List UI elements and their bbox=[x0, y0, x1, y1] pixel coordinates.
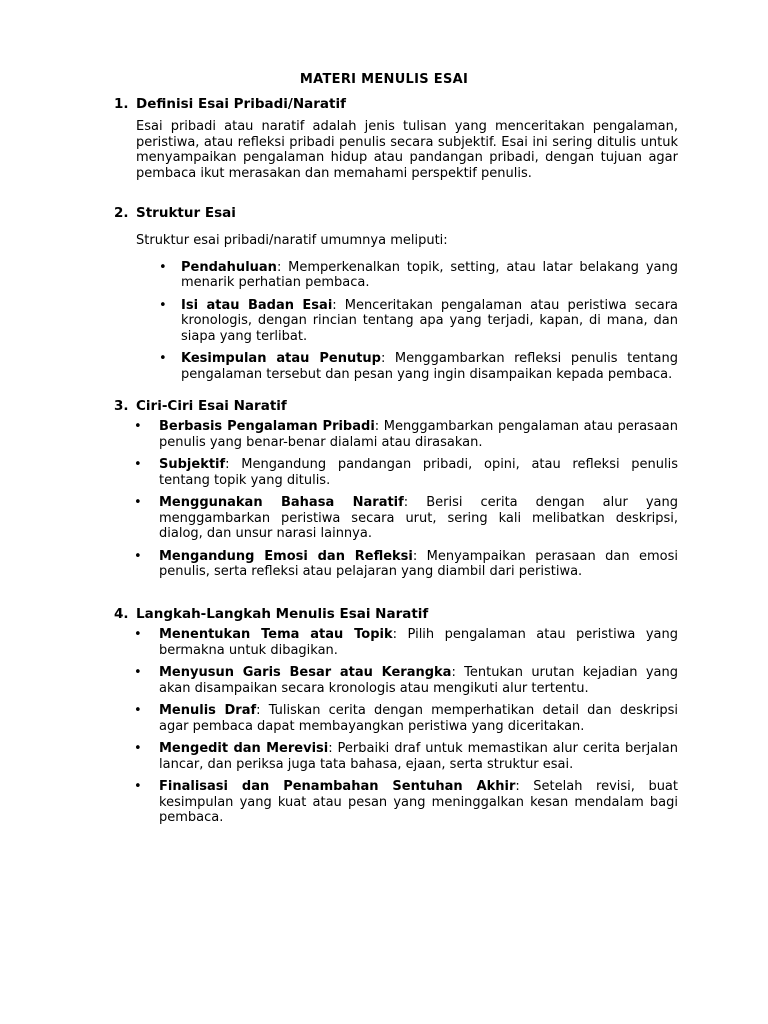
section-heading-text: Ciri-Ciri Esai Naratif bbox=[136, 398, 287, 414]
item-text: : Pilih pengalaman atau peristiwa yang bermakna untuk dibagikan. bbox=[159, 627, 678, 658]
item-term: Mengandung Emosi dan Refleksi bbox=[159, 548, 413, 564]
list-item bbox=[159, 351, 678, 382]
item-term: Mengedit dan Merevisi bbox=[159, 741, 329, 756]
bullet-icon: • bbox=[159, 351, 167, 366]
bullet-icon: • bbox=[159, 259, 167, 275]
section-heading-text: Definisi Esai Pribadi/Naratif bbox=[136, 96, 346, 112]
document-title: MATERI MENULIS ESAI bbox=[299, 72, 469, 87]
bullet-icon: • bbox=[134, 741, 142, 756]
item-text: : Menyampaikan perasaan dan emosi penulis, serta refleksi atau pelajaran yang diambil dari peristiwa. bbox=[159, 548, 678, 579]
section-number: 1. bbox=[114, 96, 129, 112]
section-number: 3. bbox=[114, 398, 129, 414]
item-text: : Menggambarkan pengalaman atau perasaan penulis yang benar-benar dialami atau dirasakan. bbox=[159, 419, 678, 450]
item-text: : Setelah revisi, buat kesimpulan yang kuat atau pesan yang meninggalkan kesan mendalam bagi pembaca. bbox=[159, 779, 678, 825]
section-heading bbox=[114, 604, 678, 624]
section-heading bbox=[114, 396, 678, 416]
section-number: 2. bbox=[114, 205, 129, 221]
item-term: Berbasis Pengalaman Pribadi bbox=[159, 419, 375, 434]
bullet-icon: • bbox=[134, 779, 142, 794]
list-item bbox=[159, 259, 678, 291]
list-item bbox=[134, 495, 678, 542]
item-text: : Perbaiki draf untuk memastikan alur cerita berjalan lancar, dan periksa juga tata bahasa, ejaan, serta struktur esai. bbox=[159, 741, 678, 772]
item-term: Menulis Draf bbox=[159, 703, 257, 718]
item-term: Menggunakan Bahasa Naratif bbox=[159, 495, 404, 510]
item-term: Kesimpulan atau Penutup bbox=[181, 351, 381, 366]
section-paragraph: Esai pribadi atau naratif adalah jenis tulisan yang menceritakan pengalaman, peristiwa, atau refleksi pribadi penulis secara subjektif. Esai ini sering ditulis untuk menyampaikan pengalaman hidup atau pandangan pribadi, dengan tujuan agar pembaca ikut merasakan dan memahami perspektif penulis. bbox=[136, 119, 678, 181]
list-item bbox=[134, 627, 678, 658]
section-heading-text: Struktur Esai bbox=[136, 205, 236, 221]
section-paragraph: Struktur esai pribadi/naratif umumnya meliputi: bbox=[136, 233, 448, 248]
bullet-icon: • bbox=[159, 297, 167, 313]
steps-list bbox=[114, 627, 678, 826]
characteristics-list bbox=[114, 419, 678, 580]
section-number: 4. bbox=[114, 606, 129, 622]
item-text: : Menggambarkan refleksi penulis tentang pengalaman tersebut dan pesan yang ingin disampaikan kepada pembaca. bbox=[181, 351, 678, 382]
bullet-icon: • bbox=[134, 665, 142, 680]
list-item bbox=[134, 703, 678, 734]
item-term: Menyusun Garis Besar atau Kerangka bbox=[159, 665, 452, 680]
bullet-icon: • bbox=[134, 548, 142, 564]
list-item bbox=[134, 741, 678, 772]
list-item bbox=[134, 457, 678, 488]
section-ciri-ciri bbox=[114, 396, 678, 587]
item-term: Finalisasi dan Penambahan Sentuhan Akhir bbox=[159, 779, 516, 794]
bullet-icon: • bbox=[134, 457, 142, 472]
section-langkah bbox=[114, 604, 678, 833]
bullet-icon: • bbox=[134, 627, 142, 642]
item-text: : Menceritakan pengalaman atau peristiwa secara kronologis, dengan rincian tentang apa yang terjadi, kapan, di mana, dan siapa yang terlibat. bbox=[181, 297, 679, 344]
item-term: Isi atau Badan Esai bbox=[181, 297, 333, 313]
section-definisi bbox=[114, 94, 678, 181]
item-text: : Tentukan urutan kejadian yang akan disampaikan secara kronologis atau mengikuti alur tertentu. bbox=[159, 665, 678, 696]
item-text: : Berisi cerita dengan alur yang menggambarkan peristiwa secara urut, sering kali melibatkan deskripsi, dialog, dan unsur narasi lainnya. bbox=[159, 495, 678, 541]
item-text: : Mengandung pandangan pribadi, opini, atau refleksi penulis tentang topik yang ditulis. bbox=[159, 457, 678, 488]
item-term: Pendahuluan bbox=[181, 259, 277, 275]
list-item bbox=[134, 779, 678, 826]
list-item bbox=[134, 548, 678, 580]
item-text: : Tuliskan cerita dengan memperhatikan detail dan deskripsi agar pembaca dapat membayangkan peristiwa yang diceritakan. bbox=[159, 703, 678, 734]
list-item bbox=[134, 665, 678, 696]
list-item bbox=[159, 297, 679, 345]
item-term: Menentukan Tema atau Topik bbox=[159, 627, 393, 642]
bullet-icon: • bbox=[134, 495, 142, 510]
section-heading-text: Langkah-Langkah Menulis Esai Naratif bbox=[136, 606, 429, 622]
section-struktur bbox=[114, 203, 678, 389]
item-term: Subjektif bbox=[159, 457, 226, 472]
item-text: : Memperkenalkan topik, setting, atau latar belakang yang menarik perhatian pembaca. bbox=[181, 259, 678, 290]
bullet-icon: • bbox=[134, 419, 142, 434]
section-heading bbox=[114, 94, 678, 114]
structure-list bbox=[114, 260, 678, 383]
bullet-icon: • bbox=[134, 703, 142, 718]
section-heading bbox=[114, 203, 678, 223]
list-item bbox=[134, 419, 678, 450]
